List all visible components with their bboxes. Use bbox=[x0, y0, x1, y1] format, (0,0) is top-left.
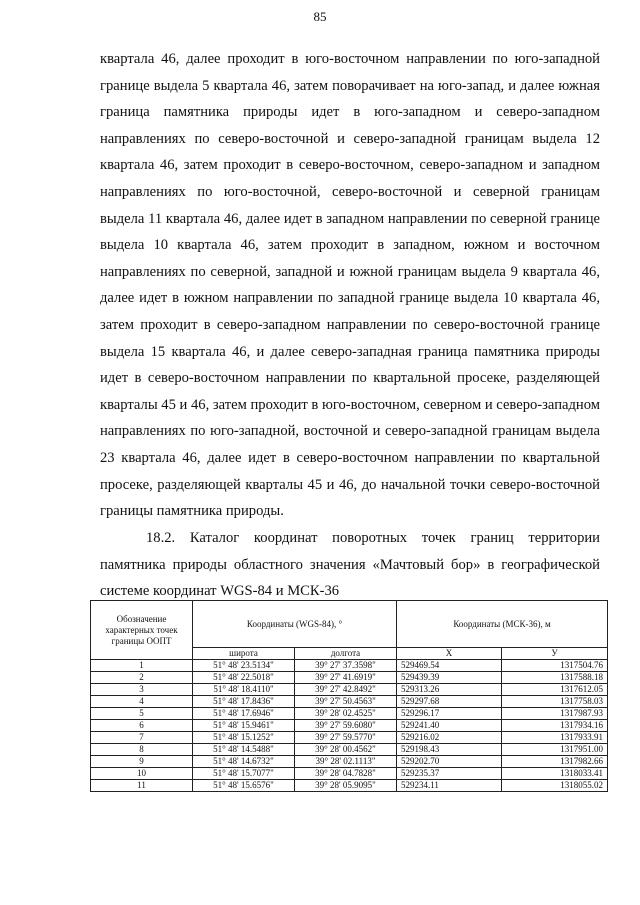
cell-x: 529198.43 bbox=[397, 744, 502, 756]
cell-latitude: 51° 48' 22.5018" bbox=[193, 672, 295, 684]
cell-y: 1317982.66 bbox=[502, 756, 608, 768]
cell-longitude: 39° 28' 00.4562" bbox=[295, 744, 397, 756]
cell-y: 1317588.18 bbox=[502, 672, 608, 684]
table-header-row bbox=[91, 601, 608, 648]
body-paragraph: квартала 46, далее проходит в юго-восточном направлении по юго-западной границе выдела 5 квартала 46, затем поворачивает на юго-запад, и далее южная граница памятника природы идет в юго-западном и северо-западном направлениях по северо-восточной и северо-западной границам выдела 12 квартала 46, затем проходит в северо-восточном, северо-западном и западном направлениях по юго-восточной, северо-восточной и северной границам выдела 11 квартала 46, далее идет в западном направлении по северной границе выдела 10 квартала 46, затем проходит в западном, южном и восточном направлениях по северной, западной и южной границам выдела 9 квартала 46, далее идет в южном направлении по западной границе выдела 10 квартала 46, затем проходит в северо-западном направлении по северо-восточной границе выдела 15 квартала 46, и далее северо-западная граница памятника природы идет в северо-восточном направлении по квартальной просеке, разделяющей кварталы 45 и 46, затем проходит в юго-восточном, северном и северо-западном направлениях по юго-западной, восточной и северо-западной границам выдела 23 квартала 46, далее идет в северо-восточном направлении по квартальной просеке, разделяющей кварталы 45 и 46, до начальной точки северо-восточной границы памятника природы. bbox=[100, 51, 600, 520]
table-row bbox=[91, 756, 608, 768]
cell-point: 8 bbox=[91, 744, 193, 756]
cell-latitude: 51° 48' 14.6732" bbox=[193, 756, 295, 768]
cell-longitude: 39° 28' 02.4525" bbox=[295, 708, 397, 720]
cell-x: 529296.17 bbox=[397, 708, 502, 720]
subheader-lon: долгота bbox=[295, 648, 397, 660]
table-row bbox=[91, 696, 608, 708]
cell-y: 1317612.05 bbox=[502, 684, 608, 696]
table-row bbox=[91, 732, 608, 744]
header-msk: Координаты (МСК-36), м bbox=[397, 601, 608, 648]
cell-y: 1318033.41 bbox=[502, 768, 608, 780]
cell-x: 529216.02 bbox=[397, 732, 502, 744]
table-row bbox=[91, 708, 608, 720]
cell-y: 1318055.02 bbox=[502, 780, 608, 792]
cell-latitude: 51° 48' 18.4110" bbox=[193, 684, 295, 696]
cell-x: 529234.11 bbox=[397, 780, 502, 792]
cell-x: 529235.37 bbox=[397, 768, 502, 780]
cell-point: 2 bbox=[91, 672, 193, 684]
table-row bbox=[91, 768, 608, 780]
cell-point: 3 bbox=[91, 684, 193, 696]
cell-point: 7 bbox=[91, 732, 193, 744]
cell-longitude: 39° 28' 05.9095" bbox=[295, 780, 397, 792]
table-row bbox=[91, 684, 608, 696]
cell-longitude: 39° 27' 59.5770" bbox=[295, 732, 397, 744]
page-number: 85 bbox=[313, 9, 327, 24]
cell-point: 6 bbox=[91, 720, 193, 732]
cell-longitude: 39° 28' 02.1113" bbox=[295, 756, 397, 768]
cell-latitude: 51° 48' 15.9461" bbox=[193, 720, 295, 732]
cell-y: 1317951.00 bbox=[502, 744, 608, 756]
table-row bbox=[91, 780, 608, 792]
cell-longitude: 39° 27' 37.3598" bbox=[295, 660, 397, 672]
cell-latitude: 51° 48' 14.5488" bbox=[193, 744, 295, 756]
cell-latitude: 51° 48' 17.6946" bbox=[193, 708, 295, 720]
cell-x: 529313.26 bbox=[397, 684, 502, 696]
cell-y: 1317934.16 bbox=[502, 720, 608, 732]
subheader-lat: широта bbox=[193, 648, 295, 660]
cell-latitude: 51° 48' 23.5134" bbox=[193, 660, 295, 672]
coordinates-table bbox=[90, 600, 608, 792]
cell-y: 1317933.91 bbox=[502, 732, 608, 744]
header-wgs: Координаты (WGS-84), ° bbox=[193, 601, 397, 648]
cell-longitude: 39° 28' 04.7828" bbox=[295, 768, 397, 780]
subheader-x: X bbox=[397, 648, 502, 660]
header-points: Обозначение характерных точек границы ООПТ bbox=[91, 601, 193, 660]
subheader-y: У bbox=[502, 648, 608, 660]
table-row bbox=[91, 744, 608, 756]
cell-point: 4 bbox=[91, 696, 193, 708]
cell-y: 1317758.03 bbox=[502, 696, 608, 708]
cell-point: 11 bbox=[91, 780, 193, 792]
cell-x: 529202.70 bbox=[397, 756, 502, 768]
cell-longitude: 39° 27' 50.4563" bbox=[295, 696, 397, 708]
cell-longitude: 39° 27' 59.6080" bbox=[295, 720, 397, 732]
table-row bbox=[91, 660, 608, 672]
cell-x: 529241.40 bbox=[397, 720, 502, 732]
cell-x: 529439.39 bbox=[397, 672, 502, 684]
body-text bbox=[100, 46, 600, 525]
table-row bbox=[91, 672, 608, 684]
cell-latitude: 51° 48' 15.6576" bbox=[193, 780, 295, 792]
cell-longitude: 39° 27' 41.6919" bbox=[295, 672, 397, 684]
cell-y: 1317504.76 bbox=[502, 660, 608, 672]
table-row bbox=[91, 720, 608, 732]
cell-latitude: 51° 48' 15.7077" bbox=[193, 768, 295, 780]
cell-point: 9 bbox=[91, 756, 193, 768]
cell-x: 529469.54 bbox=[397, 660, 502, 672]
cell-point: 1 bbox=[91, 660, 193, 672]
cell-x: 529297.68 bbox=[397, 696, 502, 708]
cell-point: 10 bbox=[91, 768, 193, 780]
cell-latitude: 51° 48' 17.8436" bbox=[193, 696, 295, 708]
cell-longitude: 39° 27' 42.8492" bbox=[295, 684, 397, 696]
cell-y: 1317987.93 bbox=[502, 708, 608, 720]
cell-point: 5 bbox=[91, 708, 193, 720]
cell-latitude: 51° 48' 15.1252" bbox=[193, 732, 295, 744]
section-heading: 18.2. Каталог координат поворотных точек границ территории памятника природы областного значения «Мачтовый бор» в географической системе координат WGS-84 и МСК-36 bbox=[100, 530, 600, 600]
